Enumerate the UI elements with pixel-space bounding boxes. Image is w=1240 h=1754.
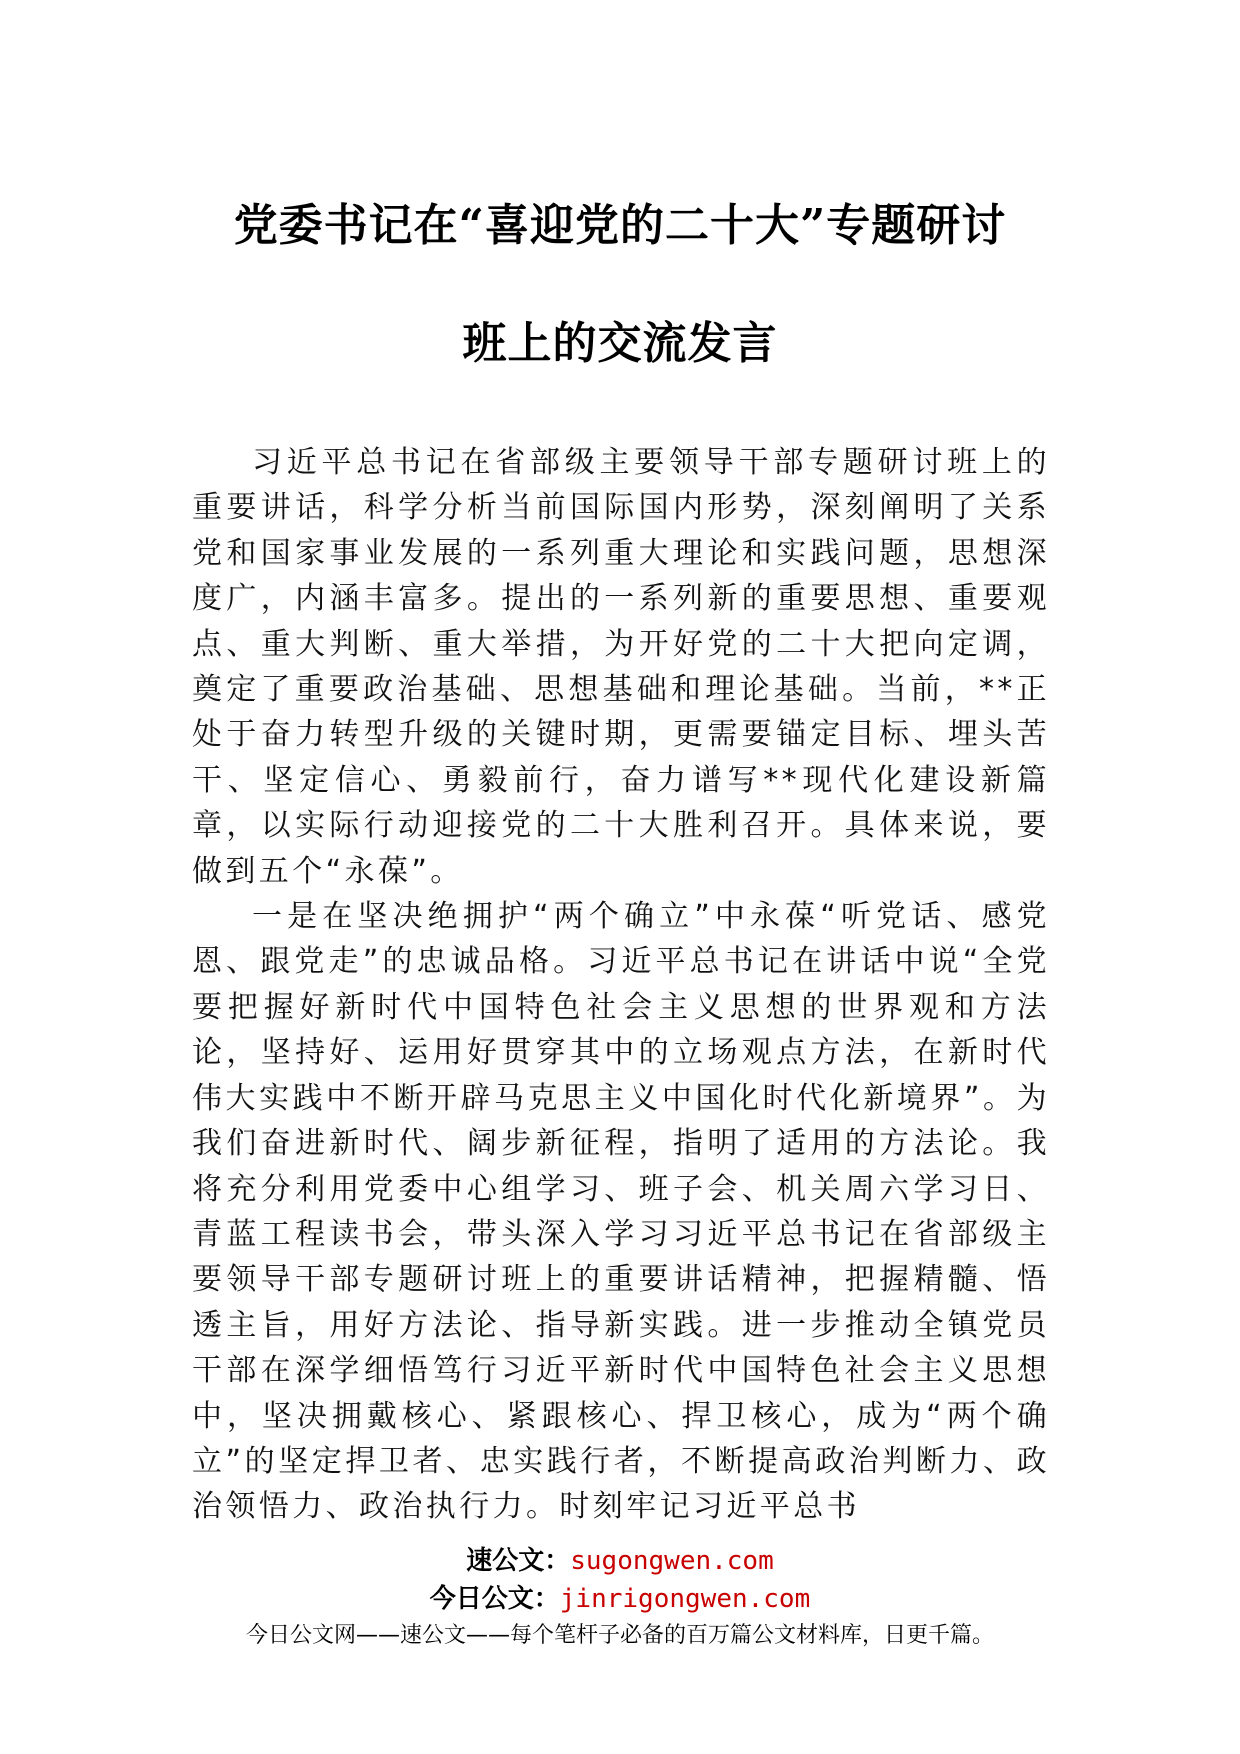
- footer-slogan: 今日公文网——速公文——每个笔杆子必备的百万篇公文材料库，日更千篇。: [245, 1623, 994, 1648]
- footer-sugongwen-label: 速公文：: [466, 1546, 571, 1576]
- paragraph-intro: 习近平总书记在省部级主要领导干部专题研讨班上的重要讲话，科学分析当前国际国内形势，深刻阐明了关系党和国家事业发展的一系列重大理论和实践问题，思想深度广，内涵丰富多。提出的一系列新的重要思想、重要观点、重大判断、重大举措，为开好党的二十大把向定调，奠定了重要政治基础、思想基础和理论基础。当前，**正处于奋力转型升级的关键时期，更需要锚定目标、埋头苦干、坚定信心、勇毅前行，奋力谱写**现代化建设新篇章，以实际行动迎接党的二十大胜利召开。具体来说，要做到五个“永葆”。: [192, 445, 1050, 889]
- document-body: [192, 440, 1050, 1530]
- footer-sugongwen: [0, 1540, 1240, 1577]
- footer-jinrigongwen: [0, 1578, 1240, 1615]
- footer-jinrigongwen-link[interactable]: jinrigongwen.com: [559, 1584, 811, 1614]
- footer-sugongwen-link[interactable]: sugongwen.com: [570, 1546, 774, 1576]
- paragraph-first-point: 一是在坚决绝拥护“两个确立”中永葆“听党话、感党恩、跟党走”的忠诚品格。习近平总书记在讲话中说“全党要把握好新时代中国特色社会主义思想的世界观和方法论，坚持好、运用好贯穿其中的立场观点方法，在新时代伟大实践中不断开辟马克思主义中国化时代化新境界”。为我们奋进新时代、阔步新征程，指明了适用的方法论。我将充分利用党委中心组学习、班子会、机关周六学习日、青蓝工程读书会，带头深入学习习近平总书记在省部级主要领导干部专题研讨班上的重要讲话精神，把握精髓、悟透主旨，用好方法论、指导新实践。进一步推动全镇党员干部在深学细悟笃行习近平新时代中国特色社会主义思想中，坚决拥戴核心、紧跟核心、捍卫核心，成为“两个确立”的坚定捍卫者、忠实践行者，不断提高政治判断力、政治领悟力、政治执行力。时刻牢记习近平总书: [192, 899, 1050, 1525]
- document-title-line-2: 班上的交流发言: [462, 318, 778, 369]
- document-title-line-1: 党委书记在“喜迎党的二十大”专题研讨: [233, 200, 1007, 251]
- footer-jinrigongwen-label: 今日公文：: [429, 1584, 560, 1614]
